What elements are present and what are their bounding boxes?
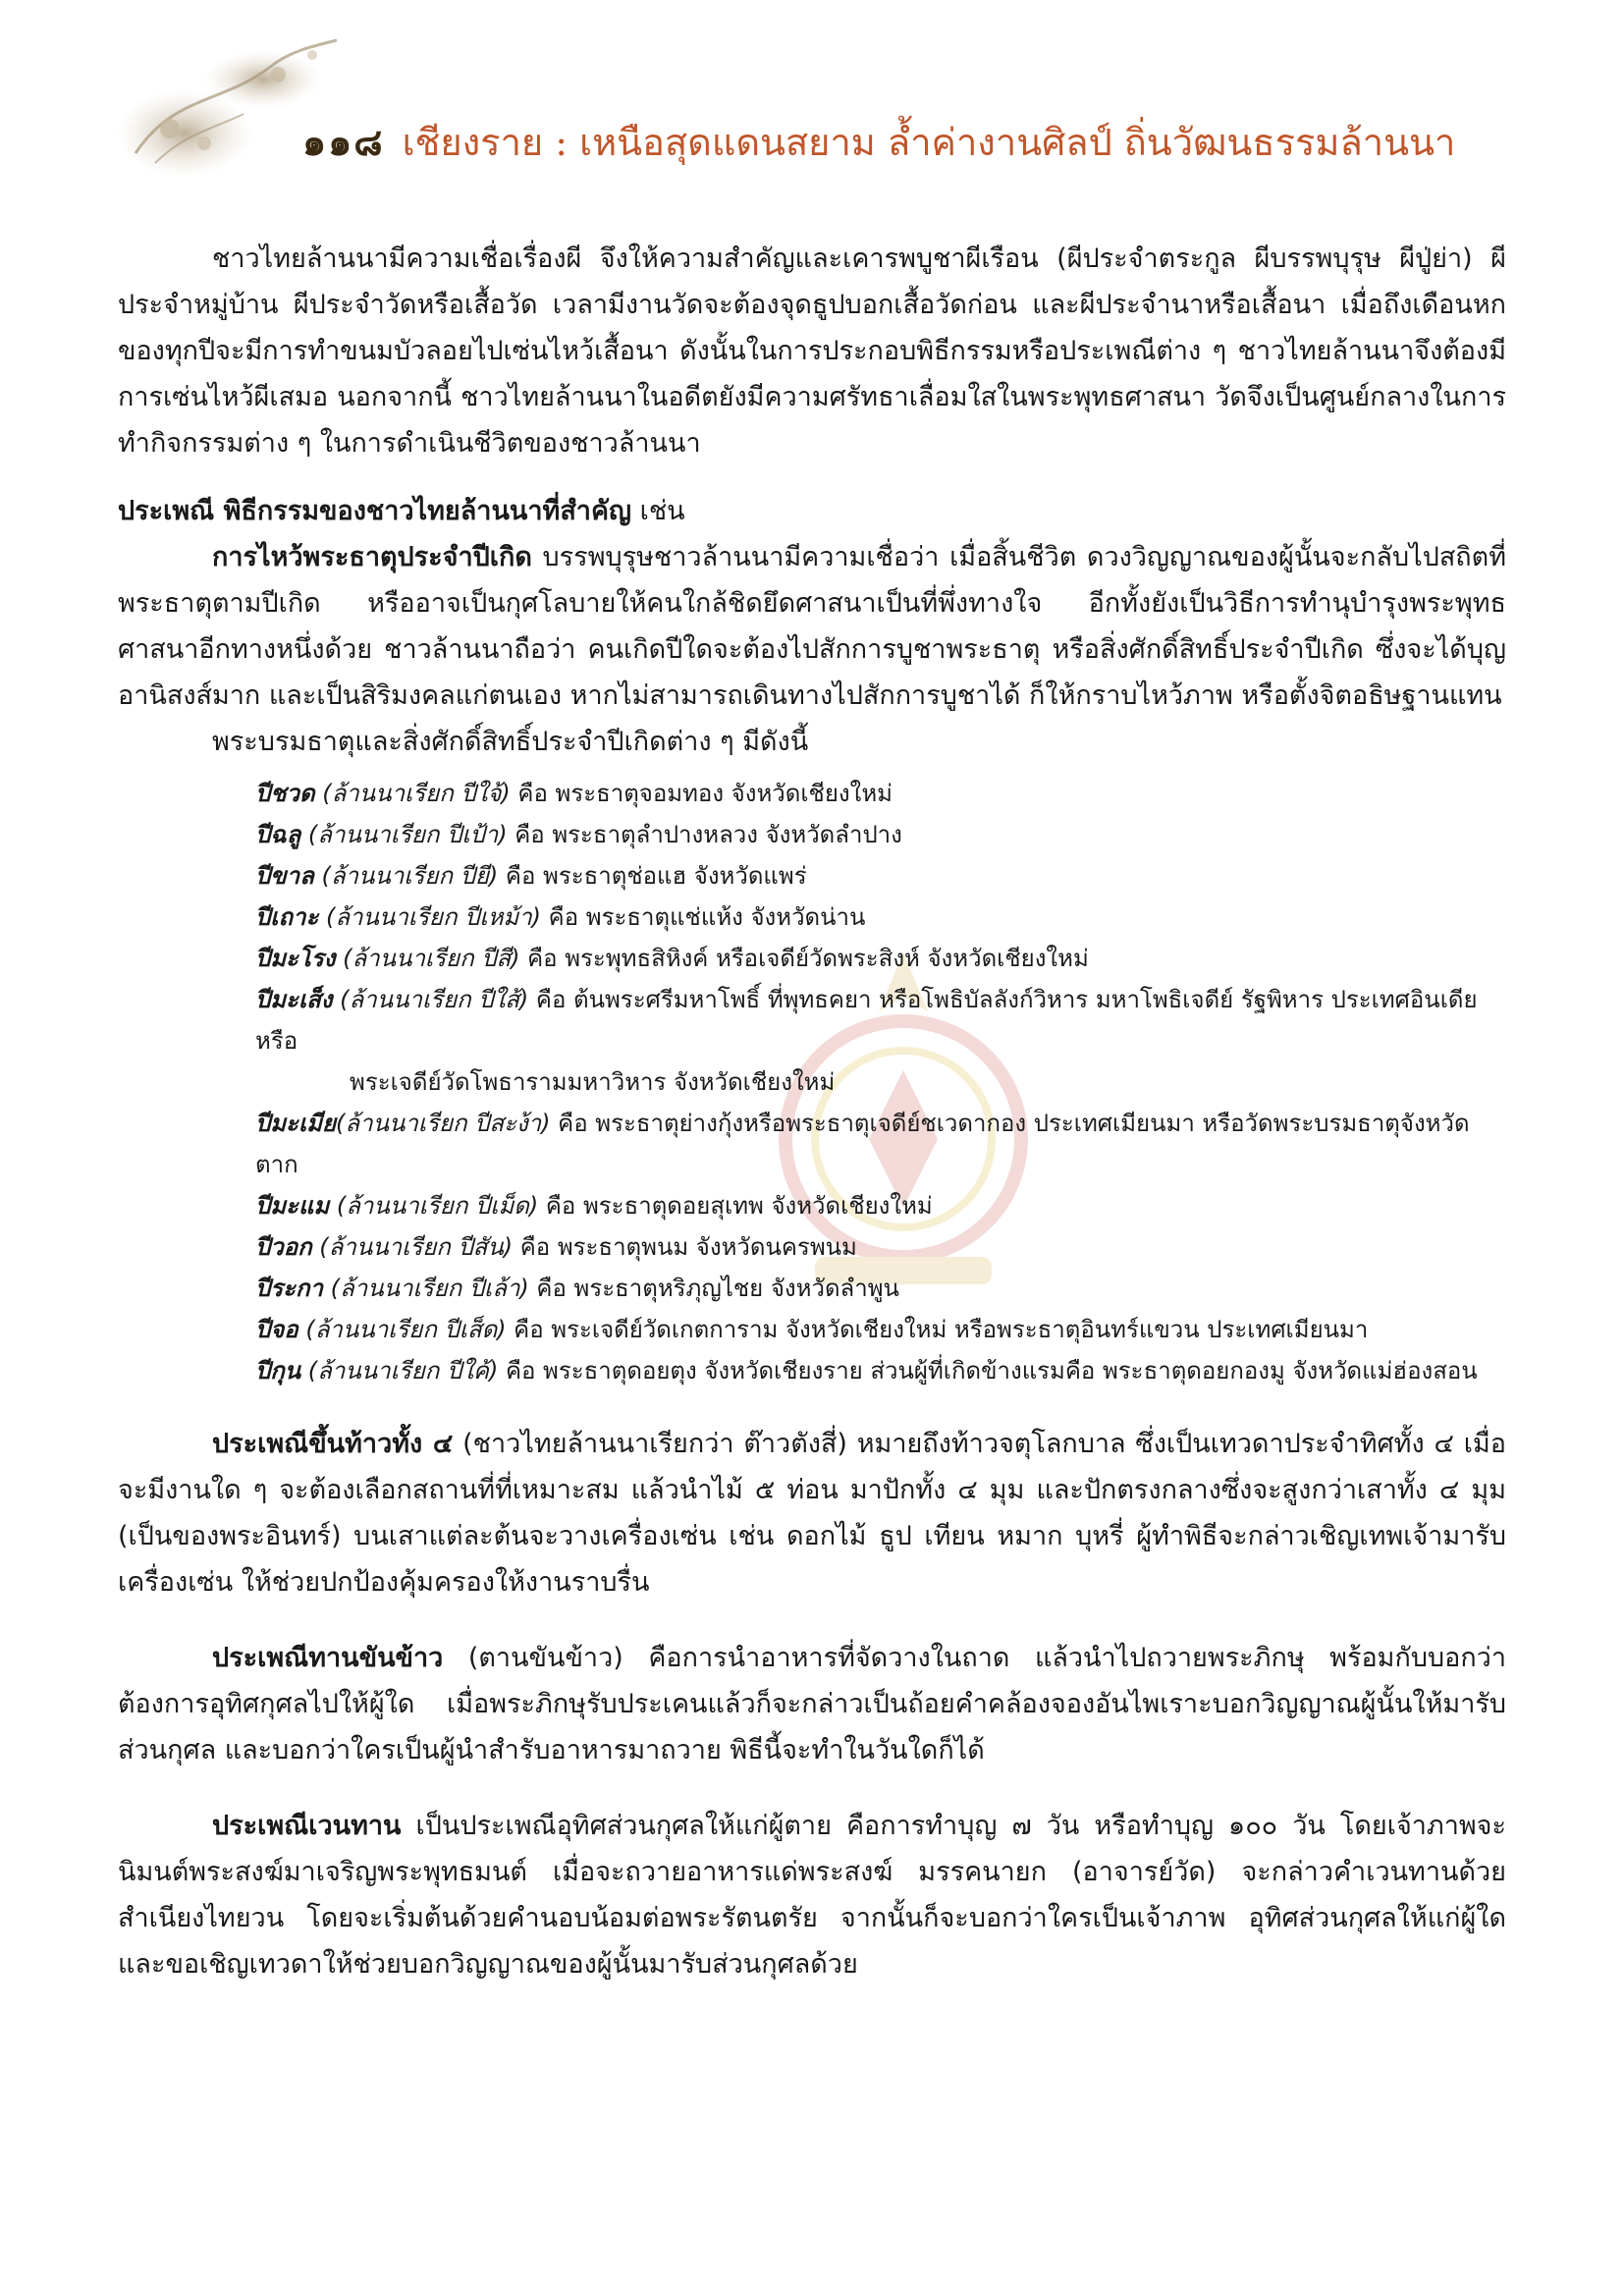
year-desc: คือ พระเจดีย์วัดเกตการาม จังหวัดเชียงใหม่ หรือพระธาตุอินทร์แขวน ประเทศเมียนมา (506, 1316, 1369, 1343)
list-item (255, 855, 1506, 896)
header-title: เชียงราย : เหนือสุดแดนสยาม ล้ำค่างานศิลป์ ถิ่นวัฒนธรรมล้านนา (402, 121, 1456, 164)
list-item (255, 1350, 1506, 1391)
section-heading (118, 488, 1506, 534)
rice-offering-title: ประเพณีทานขันข้าว (212, 1643, 444, 1673)
year-name: ปีระกา (255, 1275, 324, 1302)
year-alias: (ล้านนาเรียก ปีเล้า) (323, 1275, 529, 1302)
year-alias: (ล้านนาเรียก ปีเป้า) (300, 821, 508, 848)
year-alias: (ล้านนาเรียก ปีใค้) (300, 1357, 499, 1385)
wen-than-title: ประเพณีเวนทาน (212, 1811, 402, 1841)
list-item (255, 773, 1506, 814)
year-alias: (ล้านนาเรียก ปีเส็ด) (298, 1316, 507, 1343)
rice-offering-text: (ตานขันข้าว) คือการนำอาหารที่จัดวางในถาด แล้วนำไปถวายพระภิกษุ พร้อมกับบอกว่าต้องการอุทิศกุศลไปให้ผู้ใด เมื่อพระภิกษุรับประเคนแล้วก็จะกล่าวเป็นถ้อยคำคล้องจองอันไพเราะบอกวิญญาณผู้นั้นให้มารับส่วนกุศล และบอกว่าใครเป็นผู้นำสำรับอาหารมาถวาย พิธีนี้จะทำในวันใดก็ได้ (118, 1643, 1506, 1765)
birth-year-text: บรรพบุรุษชาวล้านนามีความเชื่อว่า เมื่อสิ้นชีวิต ดวงวิญญาณของผู้นั้นจะกลับไปสถิตที่พระธาตุตามปีเกิด หรืออาจเป็นกุศโลบายให้คนใกล้ชิดยึดศาสนาเป็นที่พึ่งทางใจ อีกทั้งยังเป็นวิธีการทำนุบำรุงพระพุทธศาสนาอีกทางหนึ่งด้วย ชาวล้านนาถือว่า คนเกิดปีใดจะต้องไปสักการบูชาพระธาตุ หรือสิ่งศักดิ์สิทธิ์ประจำปีเกิด ซึ่งจะได้บุญอานิสงส์มาก และเป็นสิริมงคลแก่ตนเอง หากไม่สามารถเดินทางไปสักการบูชาได้ ก็ให้กราบไหว้ภาพ หรือตั้งจิตอธิษฐานแทน (118, 542, 1506, 711)
section-heading-bold: ประเพณี พิธีกรรมของชาวไทยล้านนาที่สำคัญ (118, 496, 632, 526)
year-desc: คือ ต้นพระศรีมหาโพธิ์ ที่พุทธคยา หรือโพธิบัลลังก์วิหาร มหาโพธิเจดีย์ รัฐพิหาร ประเทศอินเดีย หรือ (255, 986, 1478, 1055)
year-desc: คือ พระธาตุพนม จังหวัดนครพนม (513, 1233, 857, 1261)
list-item (255, 896, 1506, 938)
year-desc: คือ พระธาตุดอยสุเทพ จังหวัดเชียงใหม่ (538, 1192, 933, 1220)
document-body (118, 236, 1506, 1987)
list-item (255, 1226, 1506, 1268)
year-name: ปีเถาะ (255, 903, 319, 931)
four-guardians-title: ประเพณีขึ้นท้าวทั้ง ๔ (212, 1429, 454, 1459)
section-heading-rest: เช่น (631, 496, 685, 526)
four-guardians-paragraph (118, 1421, 1506, 1605)
year-alias: (ล้านนาเรียก ปีสะง้า) (336, 1110, 551, 1137)
year-name: ปีจอ (255, 1316, 298, 1343)
list-item (255, 814, 1506, 855)
year-name: ปีมะโรง (255, 945, 336, 972)
year-name: ปีมะเส็ง (255, 986, 333, 1013)
page-header (116, 35, 1456, 183)
year-alias: (ล้านนาเรียก ปีเหม้า) (318, 903, 542, 931)
year-name: ปีชวด (255, 780, 315, 807)
year-desc: คือ พระธาตุช่อแฮ จังหวัดแพร่ (498, 862, 807, 890)
birth-year-paragraph (118, 534, 1506, 719)
list-item (255, 1103, 1506, 1185)
year-name: ปีฉลู (255, 821, 301, 848)
year-desc: คือ พระธาตุแช่แห้ง จังหวัดน่าน (541, 903, 866, 931)
list-item (255, 979, 1506, 1103)
year-alias: (ล้านนาเรียก ปีสัน) (311, 1233, 514, 1261)
list-item (255, 938, 1506, 979)
year-name: ปีกุน (255, 1357, 301, 1385)
header-line (302, 112, 1455, 172)
wen-than-text: เป็นประเพณีอุทิศส่วนกุศลให้แก่ผู้ตาย คือการทำบุญ ๗ วัน หรือทำบุญ ๑๐๐ วัน โดยเจ้าภาพจะนิมนต์พระสงฆ์มาเจริญพระพุทธมนต์ เมื่อจะถวายอาหารแด่พระสงฆ์ มรรคนายก (อาจารย์วัด) จะกล่าวคำเวนทานด้วยสำเนียงไทยวน โดยจะเริ่มต้นด้วยคำนอบน้อมต่อพระรัตนตรัย จากนั้นก็จะบอกว่าใครเป็นเจ้าภาพ อุทิศส่วนกุศลให้แก่ผู้ใด และขอเชิญเทวดาให้ช่วยบอกวิญญาณของผู้นั้นมารับส่วนกุศลด้วย (118, 1811, 1506, 1980)
list-item (255, 1268, 1506, 1309)
four-guardians-text: (ชาวไทยล้านนาเรียกว่า ต๊าวตังสี่) หมายถึงท้าวจตุโลกบาล ซึ่งเป็นเทวดาประจำทิศทั้ง ๔ เมื่อจะมีงานใด ๆ จะต้องเลือกสถานที่ที่เหมาะสม แล้วนำไม้ ๕ ท่อน มาปักทั้ง ๔ มุม และปักตรงกลางซึ่งจะสูงกว่าเสาทั้ง ๔ มุม (เป็นของพระอินทร์) บนเสาแต่ละต้นจะวางเครื่องเซ่น เช่น ดอกไม้ ธูป เทียน หมาก บุหรี่ ผู้ทำพิธีจะกล่าวเชิญเทพเจ้ามารับเครื่องเซ่น ให้ช่วยปกป้องคุ้มครองให้งานราบรื่น (118, 1429, 1506, 1598)
year-desc: คือ พระพุทธสิหิงค์ หรือเจดีย์วัดพระสิงห์ จังหวัดเชียงใหม่ (519, 945, 1089, 972)
list-item (255, 1309, 1506, 1350)
year-desc-continued: พระเจดีย์วัดโพธารามมหาวิหาร จังหวัดเชียงใหม่ (350, 1068, 836, 1096)
year-desc: คือ พระธาตุดอยตุง จังหวัดเชียงราย ส่วนผู้ที่เกิดข้างแรมคือ พระธาตุดอยกองมู จังหวัดแม่ฮ่องสอน (498, 1357, 1478, 1385)
year-name: ปีมะแม (255, 1192, 330, 1220)
wen-than-paragraph (118, 1803, 1506, 1987)
year-name: ปีมะเมีย (255, 1110, 337, 1137)
birth-year-title: การไหว้พระธาตุประจำปีเกิด (212, 542, 532, 572)
page-number: ๑๑๘ (302, 120, 385, 164)
year-alias: (ล้านนาเรียก ปียี) (313, 862, 499, 890)
year-alias: (ล้านนาเรียก ปีสี) (335, 945, 520, 972)
year-alias: (ล้านนาเรียก ปีใส้) (332, 986, 529, 1013)
year-alias: (ล้านนาเรียก ปีเม็ด) (329, 1192, 539, 1220)
year-desc: คือ พระธาตุจอมทอง จังหวัดเชียงใหม่ (510, 780, 893, 807)
intro-paragraph: ชาวไทยล้านนามีความเชื่อเรื่องผี จึงให้ความสำคัญและเคารพบูชาผีเรือน (ผีประจำตระกูล ผีบรรพบุรุษ ผีปู่ย่า) ผีประจำหมู่บ้าน ผีประจำวัดหรือเสื้อวัด เวลามีงานวัดจะต้องจุดธูปบอกเสื้อวัดก่อน และผีประจำนาหรือเสื้อนา เมื่อถึงเดือนหกของทุกปีจะมีการทำขนมบัวลอยไปเซ่นไหว้เสื้อนา ดังนั้นในการประกอบพิธีกรรมหรือประเพณีต่าง ๆ ชาวไทยล้านนาจึงต้องมีการเซ่นไหว้ผีเสมอ นอกจากนี้ ชาวไทยล้านนาในอดีตยังมีความศรัทธาเลื่อมใสในพระพุทธศาสนา วัดจึงเป็นศูนย์กลางในการทำกิจกรรมต่าง ๆ ในการดำเนินชีวิตของชาวล้านนา (118, 244, 1506, 459)
year-desc: คือ พระธาตุหริภุญไชย จังหวัดลำพูน (528, 1275, 899, 1302)
rice-offering-paragraph (118, 1635, 1506, 1773)
year-name: ปีวอก (255, 1233, 312, 1261)
birth-year-tail: พระบรมธาตุและสิ่งศักดิ์สิทธิ์ประจำปีเกิดต่าง ๆ มีดังนี้ (212, 727, 809, 757)
birth-year-list (255, 773, 1506, 1391)
list-item (255, 1185, 1506, 1226)
year-desc: คือ พระธาตุลำปางหลวง จังหวัดลำปาง (507, 821, 902, 848)
year-desc: คือ พระธาตุย่างกุ้งหรือพระธาตุเจดีย์ชเวดากอง ประเทศเมียนมา หรือวัดพระบรมธาตุจังหวัดตาก (255, 1110, 1470, 1178)
year-name: ปีขาล (255, 862, 314, 890)
year-alias: (ล้านนาเรียก ปีใจ้) (314, 780, 511, 807)
